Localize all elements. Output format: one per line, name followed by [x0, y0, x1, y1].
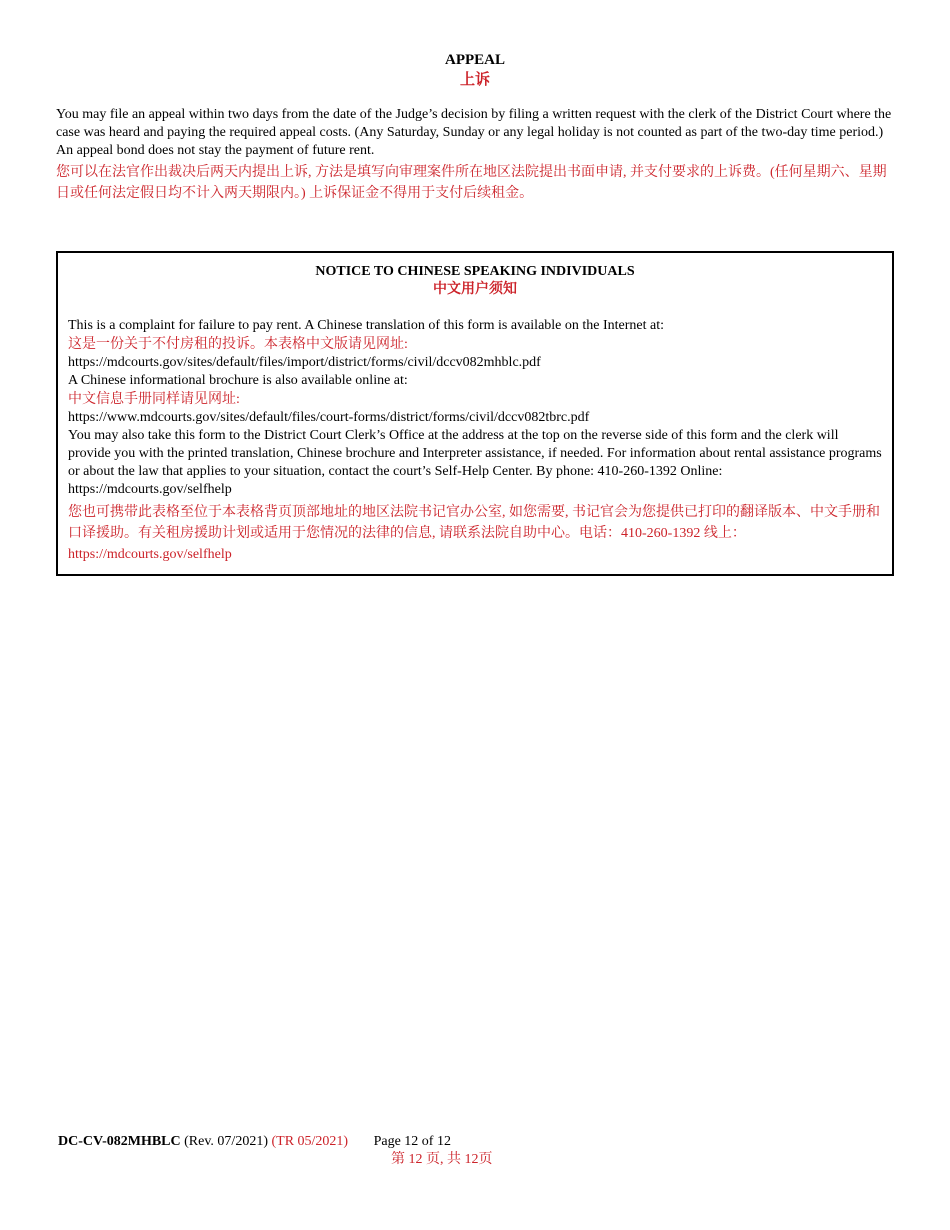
notice-complaint-zh: 这是一份关于不付房租的投诉。本表格中文版请见网址: [68, 337, 408, 352]
notice-form-url[interactable]: https://mdcourts.gov/sites/default/files/import/district/forms/civil/dccv082mhblc.pdf [68, 355, 541, 370]
notice-brochure-url[interactable]: https://www.mdcourts.gov/sites/default/files/court-forms/district/forms/civil/dccv082tbrc.pdf [68, 410, 590, 425]
notice-title-zh: 中文用户须知 [433, 282, 517, 297]
appeal-body-en: You may file an appeal within two days from the date of the Judge’s decision by filing a written request with the clerk of the District Court where the case was heard and paying the required appeal costs. (Any Saturday, Sunday or any legal holiday is not counted as part of the two-day time period.) An appeal bond does not stay the payment of future rent. [56, 107, 892, 158]
footer-tr: (TR 05/2021) [271, 1134, 349, 1149]
notice-brochure-en: A Chinese informational brochure is also available online at: [68, 373, 408, 388]
notice-brochure-zh: 中文信息手册同样请见网址: [68, 392, 240, 407]
notice-body [68, 317, 884, 565]
notice-box [56, 251, 894, 576]
notice-clerk-en: You may also take this form to the District Court Clerk’s Office at the address at the top on the reverse side of this form and the clerk will provide you with the printed translation, Chinese brochure and Interpreter assistance, if needed. For information about rental assistance programs or about the law that applies to your situation, contact the court’s Self-Help Center. By phone: 410-260-1392 Online: https://mdcourts.gov/selfhelp [68, 428, 882, 497]
appeal-title-zh: 上诉 [459, 72, 490, 88]
notice-clerk-zh: 您也可携带此表格至位于本表格背页顶部地址的地区法院书记官办公室, 如您需要, 书记官会为您提供已打印的翻译版本、中文手册和口译援助。有关租房援助计划或适用于您情况的法律的信息, 请联系法院自助中心。电话：410-260-1392 线上：https://mdcourts.gov/selfhelp [68, 505, 880, 562]
appeal-body-zh: 您可以在法官作出裁决后两天内提出上诉, 方法是填写向审理案件所在地区法院提出书面申请, 并支付要求的上诉费。(任何星期六、星期日或任何法定假日均不计入两天期限内。) 上诉保证金不得用于支付后续租金。 [56, 165, 887, 201]
notice-complaint-en: This is a complaint for failure to pay rent. A Chinese translation of this form is available on the Internet at: [68, 318, 665, 333]
appeal-section [56, 106, 898, 204]
footer-form-id: DC-CV-082MHBLC [58, 1134, 181, 1149]
notice-title: NOTICE TO CHINESE SPEAKING INDIVIDUALS [315, 264, 635, 279]
footer-rev: (Rev. 07/2021) [184, 1134, 268, 1149]
footer-page: Page 12 of 12 [373, 1134, 451, 1149]
appeal-title: APPEAL [445, 52, 505, 68]
footer [58, 1133, 451, 1151]
footer-page-zh: 第 12 页, 共 12页 [391, 1152, 493, 1167]
